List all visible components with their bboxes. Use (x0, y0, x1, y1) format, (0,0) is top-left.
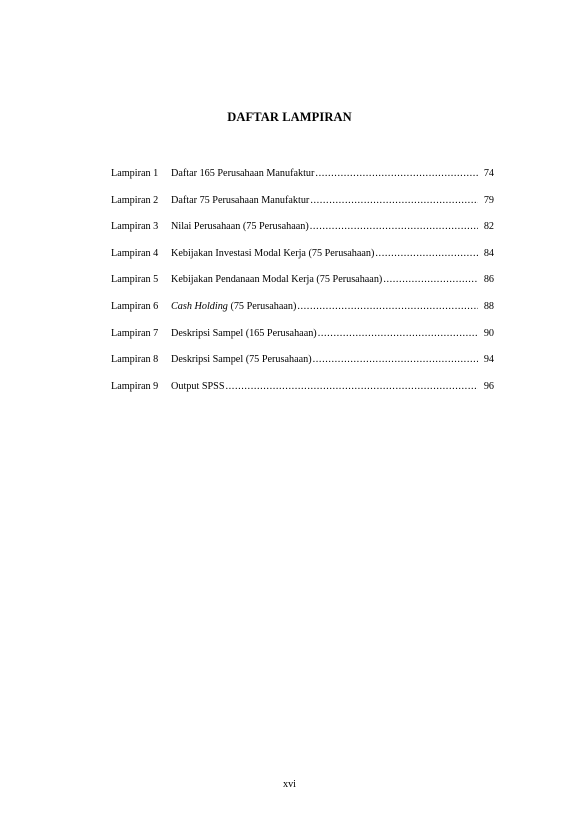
attachment-title: Kebijakan Pendanaan Modal Kerja (75 Perusahaan) (171, 274, 383, 286)
attachment-title: Deskripsi Sampel (75 Perusahaan) (171, 354, 312, 366)
attachment-label: Lampiran 1 (111, 168, 159, 179)
attachment-page: 88 (483, 300, 494, 312)
attachment-title: Nilai Perusahaan (75 Perusahaan) (171, 221, 309, 233)
attachment-title: Daftar 165 Perusahaan Manufaktur (171, 168, 315, 179)
list-item (111, 380, 494, 407)
attachment-list (111, 167, 494, 406)
list-item (111, 353, 494, 380)
attachment-label: Lampiran 6 (111, 300, 159, 312)
attachment-page: 84 (483, 247, 494, 259)
attachment-label: Lampiran 4 (111, 247, 159, 259)
attachment-title: Deskripsi Sampel (165 Perusahaan) (171, 327, 317, 339)
dot-leader (226, 380, 478, 394)
attachment-title: Cash Holding (75 Perusahaan) (171, 300, 297, 312)
attachment-page: 74 (483, 168, 494, 179)
attachment-page: 96 (483, 380, 494, 392)
attachment-label: Lampiran 5 (111, 274, 159, 286)
attachment-label: Lampiran 8 (111, 354, 159, 366)
attachment-title: Output SPSS (171, 380, 225, 392)
list-item (111, 273, 494, 300)
attachment-page: 94 (483, 354, 494, 366)
attachment-label: Lampiran 7 (111, 327, 159, 339)
attachment-title: Daftar 75 Perusahaan Manufaktur (171, 194, 310, 206)
attachment-label: Lampiran 3 (111, 221, 159, 233)
list-item (111, 194, 494, 221)
dot-leader (315, 167, 478, 181)
attachment-page: 90 (483, 327, 494, 339)
list-item (111, 327, 494, 354)
dot-leader (318, 327, 478, 341)
dot-leader (313, 353, 478, 367)
page-number: xvi (282, 779, 297, 790)
list-item (111, 247, 494, 274)
attachment-label: Lampiran 9 (111, 380, 159, 392)
list-item (111, 220, 494, 247)
attachment-page: 82 (483, 221, 494, 233)
attachment-page: 79 (483, 194, 494, 206)
attachment-label: Lampiran 2 (111, 194, 159, 206)
dot-leader (310, 194, 478, 208)
list-item (111, 300, 494, 327)
dot-leader (383, 273, 478, 287)
page-title: DAFTAR LAMPIRAN (227, 110, 352, 124)
dot-leader (310, 220, 478, 234)
dot-leader (375, 247, 478, 261)
attachment-page: 86 (483, 274, 494, 286)
list-item (111, 167, 494, 194)
attachment-title: Kebijakan Investasi Modal Kerja (75 Perusahaan) (171, 247, 375, 259)
dot-leader (297, 300, 478, 314)
